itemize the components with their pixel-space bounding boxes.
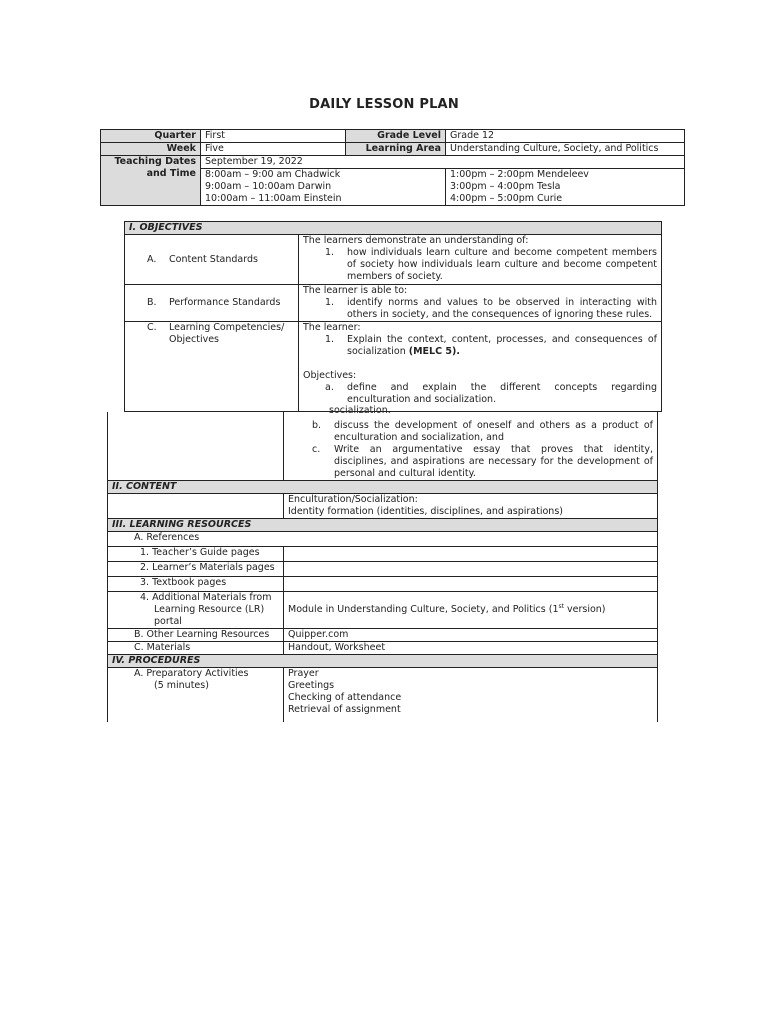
list-item: Retrieval of assignment	[288, 704, 401, 715]
list-item: Prayer	[288, 668, 319, 679]
learning-competencies-value: The learner: 1. Explain the context, content, processes, and consequences of socialization (MELC 5). Objectives: a. define and explain the different concepts regarding enculturation and socialization.	[299, 322, 662, 412]
objectives-heading: I. OBJECTIVES	[125, 222, 662, 235]
time-slot: 4:00pm – 5:00pm Curie	[450, 193, 563, 204]
times-left	[201, 169, 446, 206]
objectives-continued-value: b. discuss the development of oneself and others as a product of enculturation and socialization, and c. Write an argumentative essay that proves that identity, disciplines, and aspirations are necessary for the development of personal and cultural identity.	[284, 412, 658, 481]
time-slot: 9:00am – 10:00am Darwin	[205, 181, 332, 192]
preparatory-activities-label: A. Preparatory Activities (5 minutes)	[108, 668, 284, 723]
list-item: Greetings	[288, 680, 335, 691]
page-title: DAILY LESSON PLAN	[309, 97, 459, 112]
objectives-table	[124, 221, 662, 412]
resources-heading: III. LEARNING RESOURCES	[108, 519, 658, 532]
other-resources-value: Quipper.com	[284, 629, 658, 642]
textbook-pages-value	[284, 577, 658, 592]
materials-label: C. Materials	[108, 642, 284, 655]
additional-materials-value: Module in Understanding Culture, Society, and Politics (1st version)	[284, 592, 658, 629]
performance-standards-label: B. Performance Standards	[125, 285, 299, 322]
quarter-label: Quarter	[101, 130, 201, 143]
materials-value: Handout, Worksheet	[284, 642, 658, 655]
lesson-body-table	[107, 405, 658, 722]
learners-materials-label: 2. Learner’s Materials pages	[108, 562, 284, 577]
performance-standards-value: The learner is able to: 1. identify norms and values to be observed in interacting with others in society, and the consequences of ignoring these rules.	[299, 285, 662, 322]
lesson-header-table	[100, 129, 685, 206]
learning-area-value: Understanding Culture, Society, and Politics	[446, 143, 685, 156]
time-slot: 10:00am – 11:00am Einstein	[205, 193, 342, 204]
week-label: Week	[101, 143, 201, 156]
time-slot: 1:00pm – 2:00pm Mendeleev	[450, 169, 589, 180]
content-standards-value: The learners demonstrate an understanding of: 1. how individuals learn culture and become competent members of society how individuals learn culture and become competent members of society.	[299, 235, 662, 285]
learning-competencies-label: C. Learning Competencies/ Objectives	[125, 322, 299, 412]
content-label	[108, 494, 284, 519]
time-slot: 3:00pm – 4:00pm Tesla	[450, 181, 561, 192]
grade-level-label: Grade Level	[346, 130, 446, 143]
learners-materials-value	[284, 562, 658, 577]
preparatory-activities-value	[284, 668, 658, 723]
textbook-pages-label: 3. Textbook pages	[108, 577, 284, 592]
content-standards-label: A. Content Standards	[125, 235, 299, 285]
clipped-text-fragment: socialization.	[329, 405, 391, 416]
objectives-continued-label	[108, 412, 284, 481]
content-heading: II. CONTENT	[108, 481, 658, 494]
additional-materials-label: 4. Additional Materials from Learning Resource (LR) portal	[108, 592, 284, 629]
learning-area-label: Learning Area	[346, 143, 446, 156]
procedures-heading: IV. PROCEDURES	[108, 655, 658, 668]
teachers-guide-value	[284, 547, 658, 562]
week-value: Five	[201, 143, 346, 156]
teachers-guide-label: 1. Teacher’s Guide pages	[108, 547, 284, 562]
time-slot: 8:00am – 9:00 am Chadwick	[205, 169, 341, 180]
list-item: Checking of attendance	[288, 692, 402, 703]
quarter-value: First	[201, 130, 346, 143]
teaching-dates-label: Teaching Dates and Time	[101, 156, 201, 206]
content-value: Enculturation/Socialization: Identity formation (identities, disciplines, and aspirations)	[284, 494, 658, 519]
references-label: A. References	[108, 532, 658, 547]
teaching-date-value: September 19, 2022	[201, 156, 685, 169]
times-right	[446, 169, 685, 206]
grade-level-value: Grade 12	[446, 130, 685, 143]
other-resources-label: B. Other Learning Resources	[108, 629, 284, 642]
